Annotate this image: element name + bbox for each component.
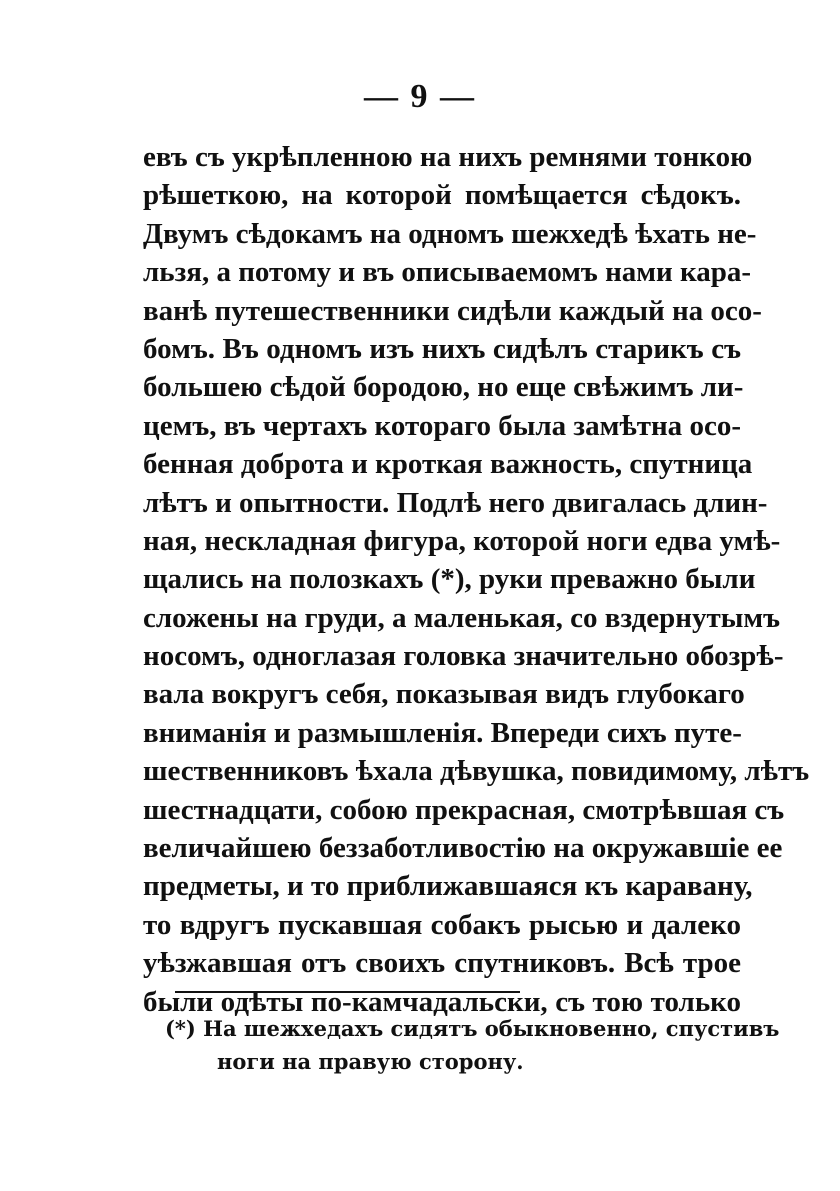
text-line: бомъ. Въ одномъ изъ нихъ сидѣлъ старикъ съ	[143, 332, 741, 365]
text-line: предметы, и то приближавшаяся къ каравану,	[143, 870, 753, 903]
text-line: ная, нескладная фигура, которой ноги едва умѣ-	[143, 524, 781, 557]
text-line: Двумъ сѣдокамъ на одномъ шежхедѣ ѣхать не-	[143, 217, 757, 250]
text-line: уѣзжавшая отъ своихъ спутниковъ. Всѣ трое	[143, 947, 741, 980]
text-line: льзя, а потому и въ описываемомъ нами кара-	[143, 256, 752, 289]
text-line: шественниковъ ѣхала дѣвушка, повидимому, лѣтъ	[143, 755, 810, 788]
text-line: сложены на груди, а маленькая, со вздернутымъ	[143, 601, 781, 634]
text-line: то вдругъ пускавшая собакъ рысью и далеко	[143, 908, 741, 941]
page-number: — 9 —	[364, 78, 476, 115]
text-line: вниманія и размышленія. Впереди сихъ путе-	[143, 716, 742, 749]
text-line: были одѣты по-камчадальски, съ тою только	[143, 985, 741, 1018]
text-line: рѣшеткою, на которой помѣщается сѣдокъ.	[143, 179, 741, 212]
text-line: вала вокругъ себя, показывая видъ глубокаго	[143, 678, 745, 711]
text-line: ванѣ путешественники сидѣли каждый на осо-	[143, 294, 762, 327]
text-line: большею сѣдой бородою, но еще свѣжимъ ли-	[143, 371, 744, 404]
text-line: евъ съ укрѣпленною на нихъ ремнями тонкою	[143, 141, 753, 173]
text-line: величайшею беззаботливостію на окружавшіе ее	[143, 832, 783, 865]
footnote	[165, 1012, 780, 1078]
text-line: цемъ, въ чертахъ котораго была замѣтна осо-	[143, 409, 741, 442]
footnote-separator-rule	[175, 991, 520, 993]
footnote-line: ноги на правую сторону.	[217, 1049, 524, 1074]
text-line: щались на полозкахъ (*), руки преважно были	[143, 563, 756, 596]
body-text	[143, 138, 810, 1021]
text-line: лѣтъ и опытности. Подлѣ него двигалась длин-	[143, 486, 768, 519]
text-line: бенная доброта и кроткая важность, спутница	[143, 448, 753, 481]
text-line: носомъ, одноглазая головка значительно обозрѣ-	[143, 640, 784, 673]
text-line: шестнадцати, собою прекрасная, смотрѣвшая съ	[143, 793, 785, 826]
footnote-line: (*) На шежхедахъ сидятъ обыкновенно, спустивъ	[165, 1016, 780, 1041]
